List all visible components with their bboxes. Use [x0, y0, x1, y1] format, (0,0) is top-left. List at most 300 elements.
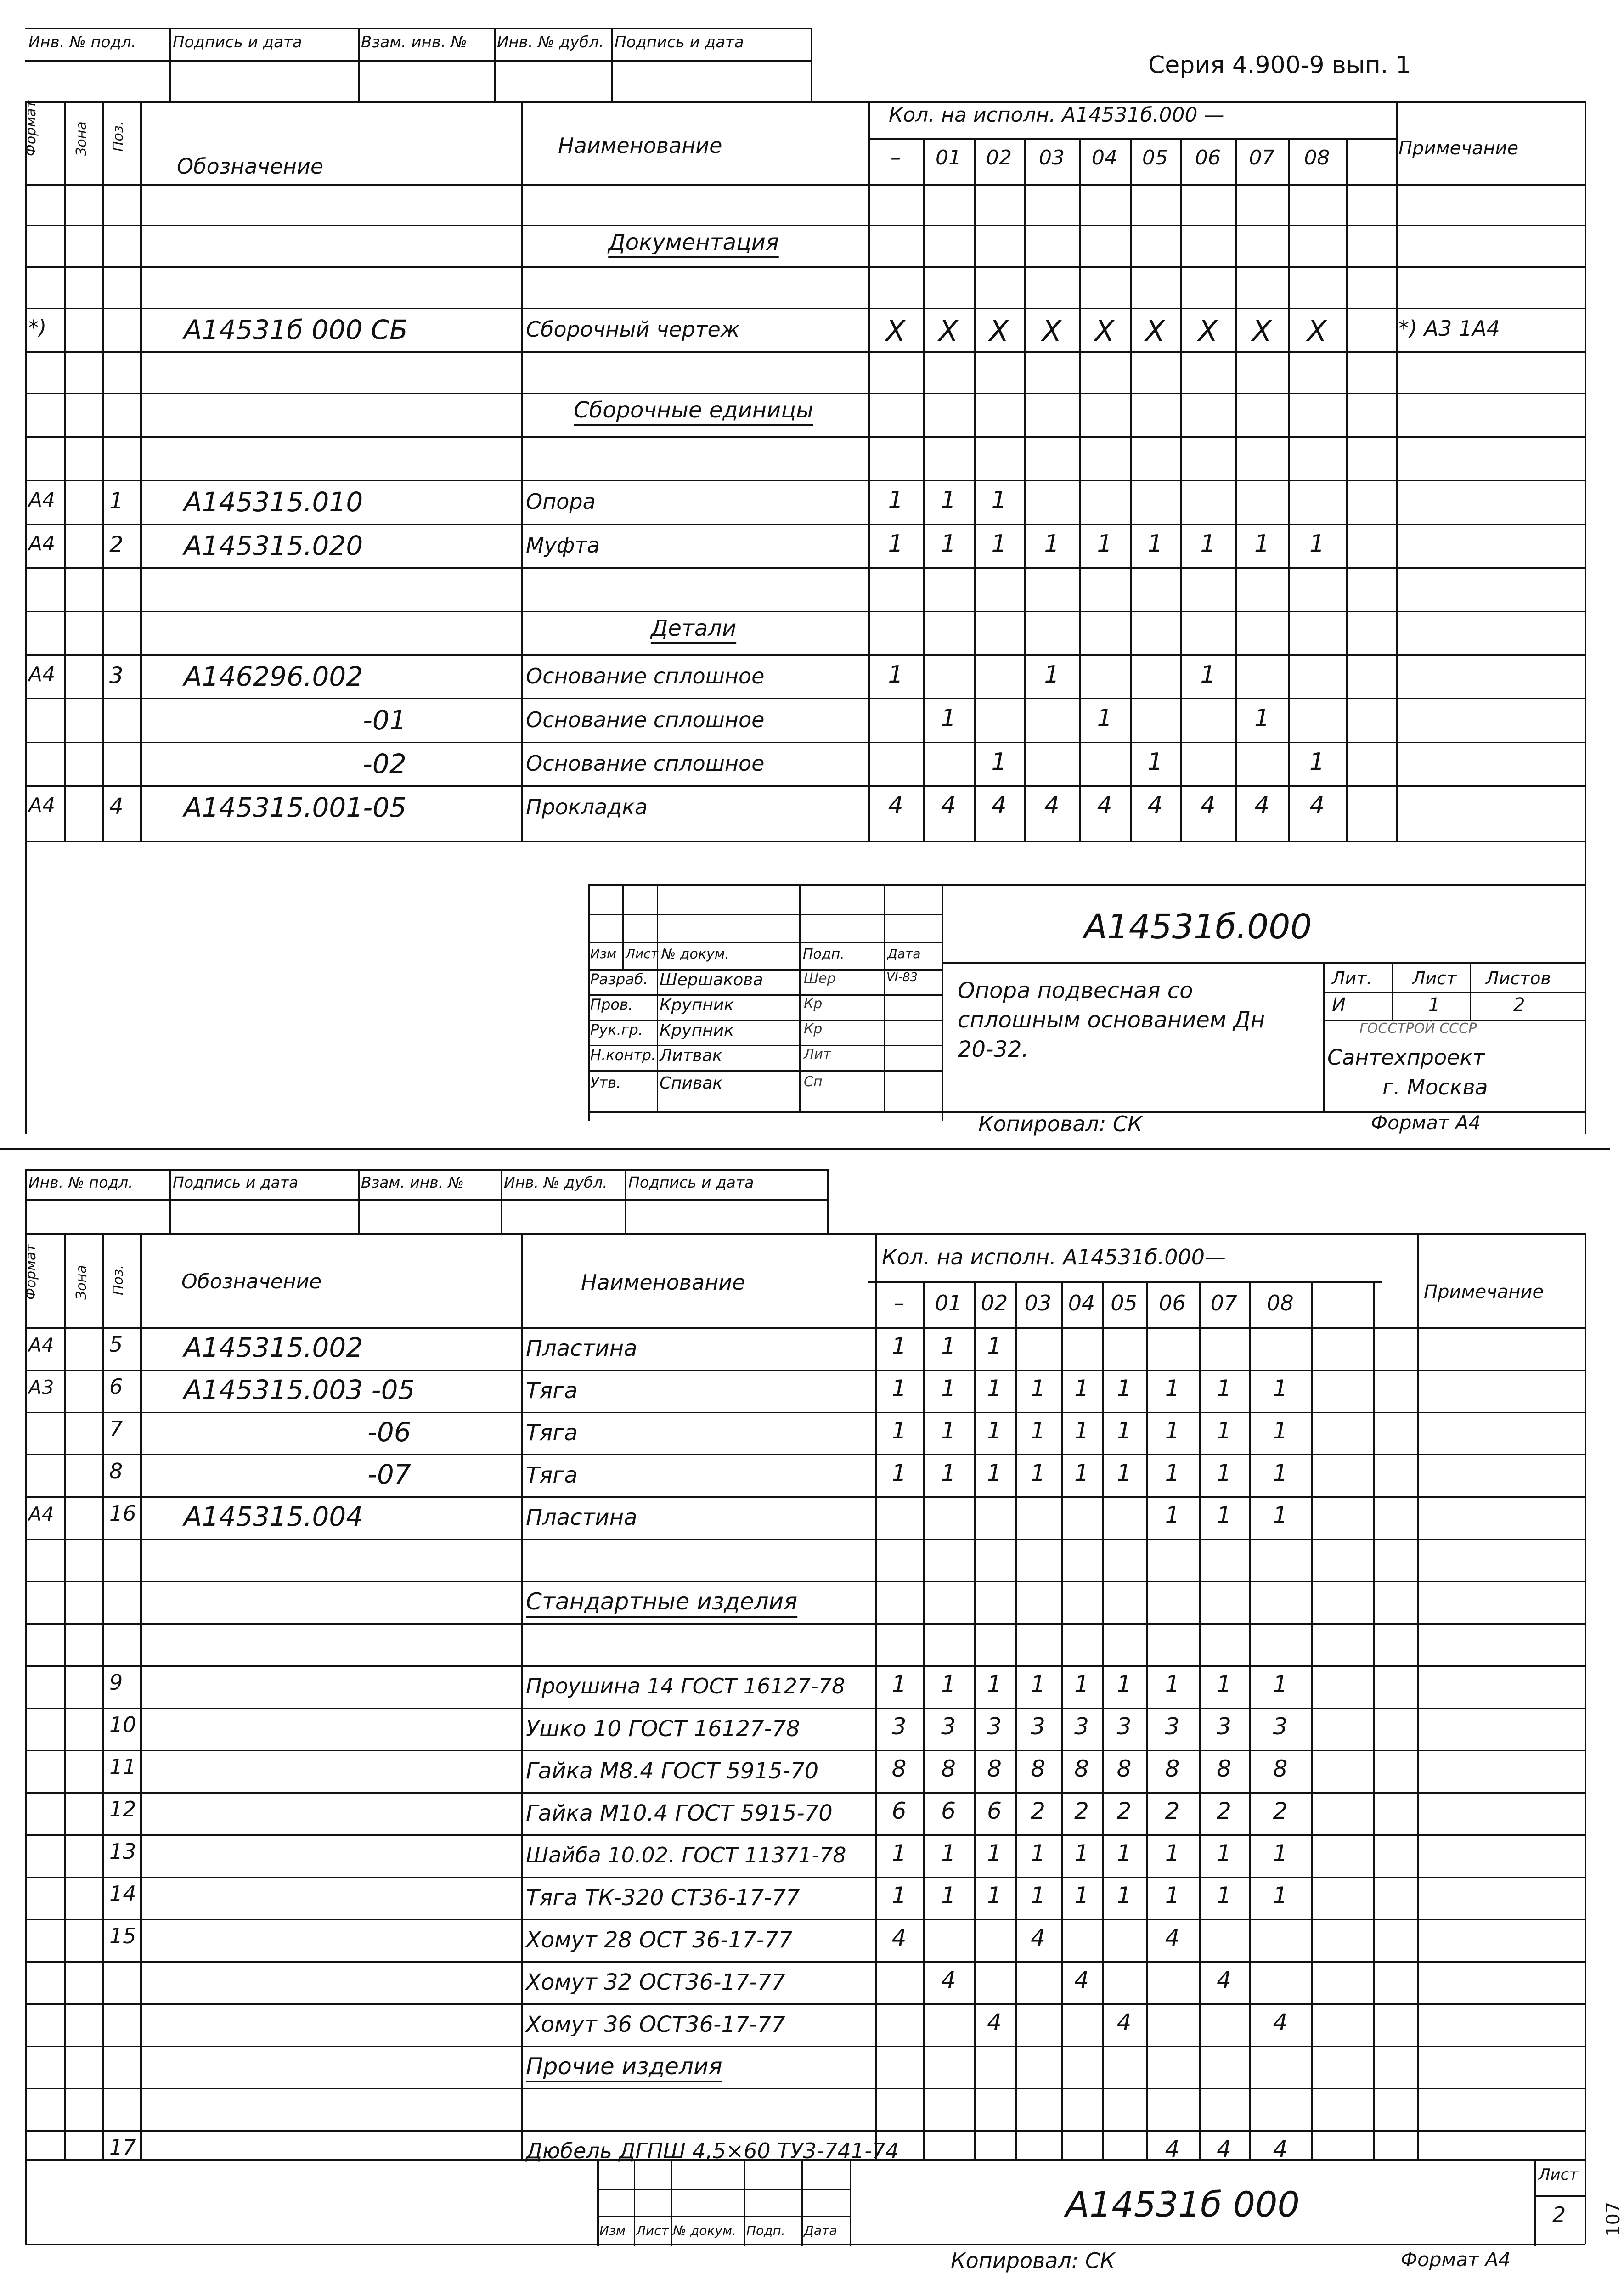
role-header-doc: № докум. — [661, 946, 729, 962]
s2-qty-cell: 1 — [941, 1417, 956, 1444]
variant-header: 07 — [1249, 146, 1275, 169]
qty-cell: 1 — [1147, 530, 1163, 558]
s2-qty-cell: 2 — [1165, 1798, 1180, 1824]
series-label: Серия 4.900-9 вып. 1 — [1148, 51, 1411, 79]
header-zone: Зона — [73, 121, 90, 156]
s2-qty-cell: 1 — [1217, 1417, 1231, 1444]
s2-qty-cell: 1 — [891, 1882, 907, 1909]
s2-qty-cell: 4 — [1273, 2009, 1288, 2036]
s2-row-pos: 5 — [109, 1332, 123, 1357]
s2-qty-cell: 4 — [1031, 1924, 1045, 1951]
row-divider — [25, 1877, 1585, 1878]
s2-qty-cell: 1 — [1031, 1882, 1045, 1909]
s2-qty-cell: 1 — [1116, 1671, 1132, 1698]
s2-qty-cell: 1 — [1273, 1840, 1288, 1867]
s2-qty-cell: 1 — [1116, 1417, 1132, 1444]
variant-header: 01 — [936, 146, 961, 169]
row-designation: -01 — [363, 705, 406, 736]
s2-row-pos: 7 — [109, 1416, 123, 1441]
s2-qty-cell: 1 — [891, 1840, 907, 1867]
sheet-label: Лист — [1412, 968, 1457, 988]
format-label-1: Формат А4 — [1371, 1111, 1481, 1134]
qty-cell: 1 — [1097, 705, 1112, 732]
qty-cell: 4 — [941, 792, 956, 819]
s2-qty-cell: 4 — [941, 1967, 956, 1993]
row-pos: 4 — [109, 794, 124, 819]
qty-cell: 1 — [1309, 530, 1325, 558]
s2-row-pos: 13 — [109, 1839, 136, 1864]
s2-row-name: Дюбель ДГПШ 4,5×60 ТУ3-741-74 — [526, 2138, 899, 2163]
row-designation: А145315.020 — [184, 530, 363, 561]
s2-header-pos: Поз. — [110, 1264, 126, 1295]
s2-qty-cell: 4 — [1165, 2136, 1180, 2162]
s2-qty-cell: 1 — [891, 1375, 907, 1402]
row-divider — [25, 1412, 1585, 1413]
qty-cell: 1 — [1044, 661, 1060, 688]
s2-qty-cell: 4 — [1116, 2009, 1132, 2036]
s2-section-heading: Прочие изделия — [526, 2053, 722, 2080]
s2-header-zone: Зона — [73, 1265, 90, 1300]
row-designation: -02 — [363, 748, 406, 779]
s2-qty-cell: 1 — [1217, 1375, 1231, 1402]
doc-title: Опора подвесная со сплошным основанием Дн 20-32. — [958, 978, 1265, 1062]
s2-variant-header: 01 — [935, 1291, 962, 1315]
qty-cell: 4 — [1044, 792, 1060, 819]
qty-cell: 4 — [1147, 792, 1163, 819]
s2-row-name: Хомут 36 ОСТ36-17-77 — [526, 2012, 785, 2037]
s2-qty-cell: 4 — [1273, 2136, 1288, 2162]
signer-signature: Шер — [804, 970, 836, 987]
s2-row-pos: 11 — [109, 1754, 136, 1779]
s2-qty-cell: 3 — [891, 1713, 907, 1740]
qty-cell: 1 — [941, 705, 956, 732]
row-name: Муфта — [526, 533, 600, 558]
s2-row-designation: А145315.002 — [184, 1332, 363, 1363]
qty-cell: 1 — [941, 486, 956, 514]
qty-cell: X — [1198, 314, 1218, 348]
s2-qty-cell: 8 — [1031, 1755, 1045, 1782]
s2-qty-cell: 8 — [1217, 1755, 1231, 1782]
stamp2-inv-podl: Инв. № подл. — [28, 1173, 133, 1191]
qty-cell: 4 — [1254, 792, 1270, 819]
qty-cell: X — [989, 314, 1009, 348]
s2-variant-header: 03 — [1024, 1291, 1052, 1315]
qty-cell: 1 — [941, 530, 956, 558]
row-divider — [25, 1708, 1585, 1709]
s2-row-format: А4 — [28, 1334, 54, 1356]
s2-row-designation: -06 — [367, 1416, 411, 1448]
qty-cell: 1 — [991, 748, 1007, 776]
signer-name: Литвак — [660, 1046, 722, 1065]
org-prefix: ГОССТРОЙ СССР — [1359, 1021, 1477, 1037]
s2-qty-cell: 1 — [1165, 1671, 1180, 1698]
variant-header: 06 — [1195, 146, 1221, 169]
s2-qty-cell: 1 — [1074, 1882, 1089, 1909]
stamp-vzam-inv: Взам. инв. № — [361, 33, 467, 51]
row-designation: А145315.001-05 — [184, 792, 406, 823]
s2-qty-cell: 1 — [1031, 1671, 1045, 1698]
role-header-list: Лист — [626, 946, 658, 961]
s2-row-name: Тяга — [526, 1420, 578, 1446]
signer-role: Рук.гр. — [590, 1021, 643, 1038]
row-divider — [25, 1623, 1585, 1625]
s2-row-pos: 15 — [109, 1924, 136, 1948]
qty-cell: 1 — [1097, 530, 1112, 558]
s2-header-format: Формат — [23, 1244, 39, 1300]
s2-row-designation: А145315.003 -05 — [184, 1374, 415, 1405]
row-pos: 1 — [109, 488, 124, 514]
s2-qty-cell: 3 — [941, 1713, 956, 1740]
row-format: А4 — [28, 794, 56, 817]
s2-qty-cell: 4 — [1217, 2136, 1231, 2162]
s2-qty-cell: 1 — [1165, 1417, 1180, 1444]
stamp2-inv-dubl: Инв. № дубл. — [504, 1173, 608, 1191]
signer-name: Спивак — [660, 1074, 723, 1093]
s2-row-pos: 6 — [109, 1374, 123, 1399]
s2-row-name: Ушко 10 ГОСТ 16127-78 — [526, 1716, 800, 1742]
s2-variant-header: 02 — [981, 1291, 1008, 1315]
row-pos: 2 — [109, 532, 124, 558]
stamp2-vzam-inv: Взам. инв. № — [361, 1173, 464, 1191]
s2-row-name: Гайка М10.4 ГОСТ 5915-70 — [526, 1800, 833, 1826]
s2-qty-cell: 3 — [1273, 1713, 1288, 1740]
qty-cell: X — [1307, 314, 1327, 348]
org-line1: Сантехпроект — [1327, 1045, 1485, 1070]
s2-role-sign: Подп. — [746, 2223, 785, 2238]
qty-cell: 1 — [1309, 748, 1325, 776]
row-format: А4 — [28, 488, 56, 512]
row-name: Основание сплошное — [526, 707, 765, 732]
s2-header-name: Наименование — [581, 1270, 745, 1295]
variant-header: – — [891, 146, 901, 169]
s2-role-list: Лист — [636, 2223, 669, 2238]
s2-qty-cell: 1 — [1217, 1840, 1231, 1867]
section-heading: Документация — [608, 230, 779, 255]
row-name: Опора — [526, 489, 596, 514]
s2-row-name: Тяга ТК-320 СТ36-17-77 — [526, 1885, 800, 1911]
s2-qty-cell: 1 — [1273, 1882, 1288, 1909]
stamp-inv-dubl: Инв. № дубл. — [497, 33, 604, 51]
s2-row-designation: -07 — [367, 1459, 411, 1490]
qty-cell: X — [938, 314, 959, 348]
s2-variant-header: 07 — [1210, 1291, 1238, 1315]
signer-signature: Сп — [804, 1074, 823, 1090]
signer-signature: Кр — [804, 996, 823, 1012]
row-pos: 3 — [109, 663, 124, 688]
qty-cell: X — [1252, 314, 1272, 348]
s2-qty-cell: 1 — [1165, 1882, 1180, 1909]
qty-cell: 1 — [1254, 530, 1270, 558]
s2-qty-cell: 4 — [1074, 1967, 1089, 1993]
stamp-podpis-1: Подпись и дата — [173, 33, 302, 51]
variant-header: 03 — [1039, 146, 1065, 169]
s2-role-doc: № докум. — [673, 2223, 737, 2238]
s2-qty-cell: 4 — [987, 2009, 1002, 2036]
s2-qty-cell: 1 — [987, 1882, 1002, 1909]
s2-row-name: Гайка М8.4 ГОСТ 5915-70 — [526, 1758, 819, 1784]
sheets-value: 2 — [1513, 994, 1525, 1015]
cut-line — [0, 1148, 1610, 1150]
header-format: Формат — [23, 100, 39, 156]
s2-row-name: Хомут 32 ОСТ36-17-77 — [526, 1969, 785, 1995]
s2-qty-cell: 1 — [1273, 1417, 1288, 1444]
row-name: Прокладка — [526, 795, 648, 819]
s2-qty-cell: 8 — [1074, 1755, 1089, 1782]
signer-date: VI-83 — [886, 970, 918, 984]
header-note: Примечание — [1398, 138, 1519, 159]
s2-header-qty-title: Кол. на исполн. А14531б.000— — [882, 1245, 1226, 1269]
s2-qty-cell: 1 — [1074, 1460, 1089, 1486]
s2-qty-cell: 2 — [1116, 1798, 1132, 1824]
s2-qty-cell: 3 — [1165, 1713, 1180, 1740]
s2-header-designation: Обозначение — [181, 1270, 322, 1293]
s2-variant-header: 04 — [1068, 1291, 1095, 1315]
stamp2-podpis-2: Подпись и дата — [628, 1173, 754, 1191]
variant-header: 04 — [1092, 146, 1117, 169]
s2-qty-cell: 1 — [1031, 1840, 1045, 1867]
copied-label-2: Копировал: СК — [951, 2248, 1115, 2273]
s2-qty-cell: 1 — [891, 1671, 907, 1698]
row-name: Сборочный чертеж — [526, 317, 740, 342]
row-divider — [25, 1792, 1585, 1794]
row-designation: А145315.010 — [184, 486, 363, 518]
signer-role: Пров. — [590, 996, 633, 1013]
qty-cell: 1 — [1044, 530, 1060, 558]
qty-cell: 1 — [1147, 748, 1163, 776]
row-name: Основание сплошное — [526, 664, 765, 688]
qty-cell: 1 — [1200, 661, 1216, 688]
s2-qty-cell: 1 — [1217, 1502, 1231, 1529]
row-divider — [25, 1750, 1585, 1751]
s2-row-designation: А145315.004 — [184, 1501, 363, 1532]
s2-qty-cell: 1 — [1031, 1417, 1045, 1444]
s2-qty-cell: 1 — [1074, 1417, 1089, 1444]
row-divider — [25, 2003, 1585, 2005]
s2-qty-cell: 1 — [1165, 1840, 1180, 1867]
s2-qty-cell: 1 — [941, 1375, 956, 1402]
s2-qty-cell: 4 — [1165, 1924, 1180, 1951]
header-designation: Обозначение — [177, 154, 324, 179]
qty-cell: 1 — [991, 486, 1007, 514]
s2-header-note: Примечание — [1424, 1281, 1544, 1303]
signer-role: Утв. — [590, 1074, 621, 1091]
copied-label-1: Копировал: СК — [978, 1111, 1143, 1136]
s2-variant-header: 08 — [1267, 1291, 1294, 1315]
s2-qty-cell: 1 — [1273, 1671, 1288, 1698]
row-divider — [25, 1961, 1585, 1963]
s2-qty-cell: 4 — [1217, 1967, 1231, 1993]
s2-qty-cell: 1 — [1116, 1460, 1132, 1486]
s2-qty-cell: 8 — [987, 1755, 1002, 1782]
side-number: 107 — [1603, 2201, 1624, 2237]
signer-name: Крупник — [660, 996, 734, 1015]
s2-qty-cell: 3 — [987, 1713, 1002, 1740]
row-divider — [25, 2088, 1585, 2089]
s2-row-name: Пластина — [526, 1336, 637, 1361]
s2-qty-cell: 1 — [1165, 1460, 1180, 1486]
s2-qty-cell: 1 — [1165, 1375, 1180, 1402]
s2-qty-cell: 2 — [1273, 1798, 1288, 1824]
s2-row-pos: 10 — [109, 1712, 136, 1737]
s2-row-pos: 14 — [109, 1881, 136, 1906]
s2-row-pos: 9 — [109, 1670, 123, 1695]
row-designation: А14531б 000 СБ — [184, 314, 408, 345]
s2-qty-cell: 1 — [987, 1333, 1002, 1360]
s2-role-date: Дата — [804, 2223, 837, 2238]
qty-cell: 1 — [991, 530, 1007, 558]
s2-qty-cell: 1 — [1217, 1882, 1231, 1909]
header-name: Наименование — [558, 133, 722, 158]
s2-qty-cell: 1 — [987, 1375, 1002, 1402]
s2-variant-header: 06 — [1159, 1291, 1186, 1315]
qty-cell: 1 — [888, 486, 903, 514]
s2-qty-cell: 1 — [1217, 1671, 1231, 1698]
s2-qty-cell: 8 — [1273, 1755, 1288, 1782]
signer-name: Шершакова — [660, 970, 763, 989]
qty-cell: 1 — [888, 661, 903, 688]
s2-qty-cell: 1 — [1074, 1375, 1089, 1402]
s2-qty-cell: 3 — [1074, 1713, 1089, 1740]
section-heading: Сборочные единицы — [574, 397, 813, 423]
s2-qty-cell: 6 — [987, 1798, 1002, 1824]
s2-qty-cell: 1 — [941, 1840, 956, 1867]
s2-row-name: Шайба 10.02. ГОСТ 11371-78 — [526, 1843, 846, 1867]
s2-qty-cell: 6 — [891, 1798, 907, 1824]
sheets-label: Листов — [1486, 968, 1551, 988]
s2-row-name: Хомут 28 ОСТ 36-17-77 — [526, 1927, 793, 1953]
sheet-value: 1 — [1428, 994, 1440, 1015]
qty-cell: 1 — [888, 530, 903, 558]
s2-sheet-label: Лист — [1539, 2166, 1579, 2184]
s2-row-pos: 12 — [109, 1797, 136, 1822]
signer-name: Крупник — [660, 1021, 734, 1040]
s2-qty-cell: 1 — [941, 1333, 956, 1360]
row-format: *) — [28, 316, 47, 339]
s2-qty-cell: 1 — [941, 1882, 956, 1909]
s2-qty-cell: 1 — [941, 1460, 956, 1486]
qty-cell: 4 — [1200, 792, 1216, 819]
header-pos: Поз. — [110, 121, 126, 152]
s2-qty-cell: 1 — [987, 1460, 1002, 1486]
header-qty-title: Кол. на исполн. А14531б.000 — — [889, 103, 1224, 127]
qty-cell: X — [1094, 314, 1115, 348]
s2-qty-cell: 8 — [1165, 1755, 1180, 1782]
row-divider — [25, 1370, 1585, 1371]
qty-cell: X — [1042, 314, 1062, 348]
s2-qty-cell: 1 — [1165, 1502, 1180, 1529]
s2-qty-cell: 1 — [987, 1840, 1002, 1867]
s2-row-name: Пластина — [526, 1505, 637, 1530]
row-format: А4 — [28, 663, 56, 686]
s2-qty-cell: 1 — [1273, 1375, 1288, 1402]
s2-qty-cell: 3 — [1217, 1713, 1231, 1740]
s2-doc-number: А14531б 000 — [1066, 2184, 1300, 2225]
qty-cell: X — [1145, 314, 1165, 348]
s2-qty-cell: 1 — [891, 1460, 907, 1486]
qty-cell: 4 — [1309, 792, 1325, 819]
lit-label: Лит. — [1332, 968, 1372, 988]
s2-qty-cell: 8 — [891, 1755, 907, 1782]
s2-row-name: Тяга — [526, 1378, 578, 1404]
row-divider — [25, 1496, 1585, 1498]
stamp2-podpis-1: Подпись и дата — [173, 1173, 299, 1191]
s2-qty-cell: 2 — [1074, 1798, 1089, 1824]
role-header-date: Дата — [887, 946, 921, 961]
s2-qty-cell: 3 — [1116, 1713, 1132, 1740]
row-name: Основание сплошное — [526, 751, 765, 776]
s2-qty-cell: 1 — [1116, 1882, 1132, 1909]
s2-qty-cell: 3 — [1031, 1713, 1045, 1740]
signer-role: Разраб. — [590, 970, 648, 988]
s2-qty-cell: 1 — [891, 1333, 907, 1360]
row-divider — [25, 1919, 1585, 1920]
s2-qty-cell: 6 — [941, 1798, 956, 1824]
row-divider — [25, 1539, 1585, 1540]
qty-cell: 1 — [1200, 530, 1216, 558]
qty-cell: 4 — [991, 792, 1007, 819]
s2-variant-header: 05 — [1111, 1291, 1138, 1315]
s2-sheet-value: 2 — [1552, 2202, 1566, 2227]
qty-cell: 4 — [1097, 792, 1112, 819]
s2-row-pos: 17 — [109, 2135, 136, 2160]
s2-qty-cell: 4 — [891, 1924, 907, 1951]
s2-qty-cell: 1 — [1031, 1460, 1045, 1486]
stamp-inv-podl: Инв. № подл. — [28, 33, 136, 51]
s2-qty-cell: 1 — [987, 1671, 1002, 1698]
s2-qty-cell: 2 — [1217, 1798, 1231, 1824]
stamp-podpis-2: Подпись и дата — [615, 33, 744, 51]
s2-qty-cell: 2 — [1031, 1798, 1045, 1824]
doc-number: А14531б.000 — [1084, 907, 1312, 947]
s2-role-izm: Изм — [599, 2223, 626, 2238]
row-divider — [25, 2130, 1585, 2132]
variant-header: 02 — [986, 146, 1012, 169]
s2-row-format: А3 — [28, 1376, 54, 1399]
variant-header: 08 — [1304, 146, 1330, 169]
role-header-izm: Изм — [590, 946, 616, 961]
s2-qty-cell: 1 — [1116, 1840, 1132, 1867]
signer-role: Н.контр. — [590, 1046, 656, 1064]
row-divider — [25, 1834, 1585, 1836]
lit-value: И — [1332, 994, 1346, 1015]
row-divider — [25, 2046, 1585, 2047]
s2-qty-cell: 1 — [1116, 1375, 1132, 1402]
qty-cell: 4 — [888, 792, 903, 819]
format-label-2: Формат А4 — [1401, 2248, 1511, 2271]
s2-qty-cell: 8 — [1116, 1755, 1132, 1782]
row-note: *) А3 1А4 — [1398, 316, 1500, 341]
section-heading: Детали — [650, 615, 737, 641]
s2-qty-cell: 1 — [891, 1417, 907, 1444]
row-divider — [25, 1665, 1585, 1667]
variant-header: 05 — [1142, 146, 1168, 169]
s2-qty-cell: 1 — [1074, 1671, 1089, 1698]
s2-row-pos: 8 — [109, 1459, 123, 1484]
s2-variant-header: – — [894, 1291, 904, 1315]
signer-signature: Кр — [804, 1021, 823, 1037]
s2-qty-cell: 1 — [1273, 1502, 1288, 1529]
s2-qty-cell: 1 — [987, 1417, 1002, 1444]
qty-cell: 1 — [1254, 705, 1270, 732]
s2-qty-cell: 1 — [1031, 1375, 1045, 1402]
s2-row-name: Тяга — [526, 1462, 578, 1488]
s2-qty-cell: 1 — [1273, 1460, 1288, 1486]
signer-signature: Лит — [804, 1046, 831, 1062]
s2-qty-cell: 1 — [941, 1671, 956, 1698]
role-header-sign: Подп. — [803, 946, 845, 962]
row-divider — [25, 1581, 1585, 1582]
row-format: А4 — [28, 532, 56, 555]
